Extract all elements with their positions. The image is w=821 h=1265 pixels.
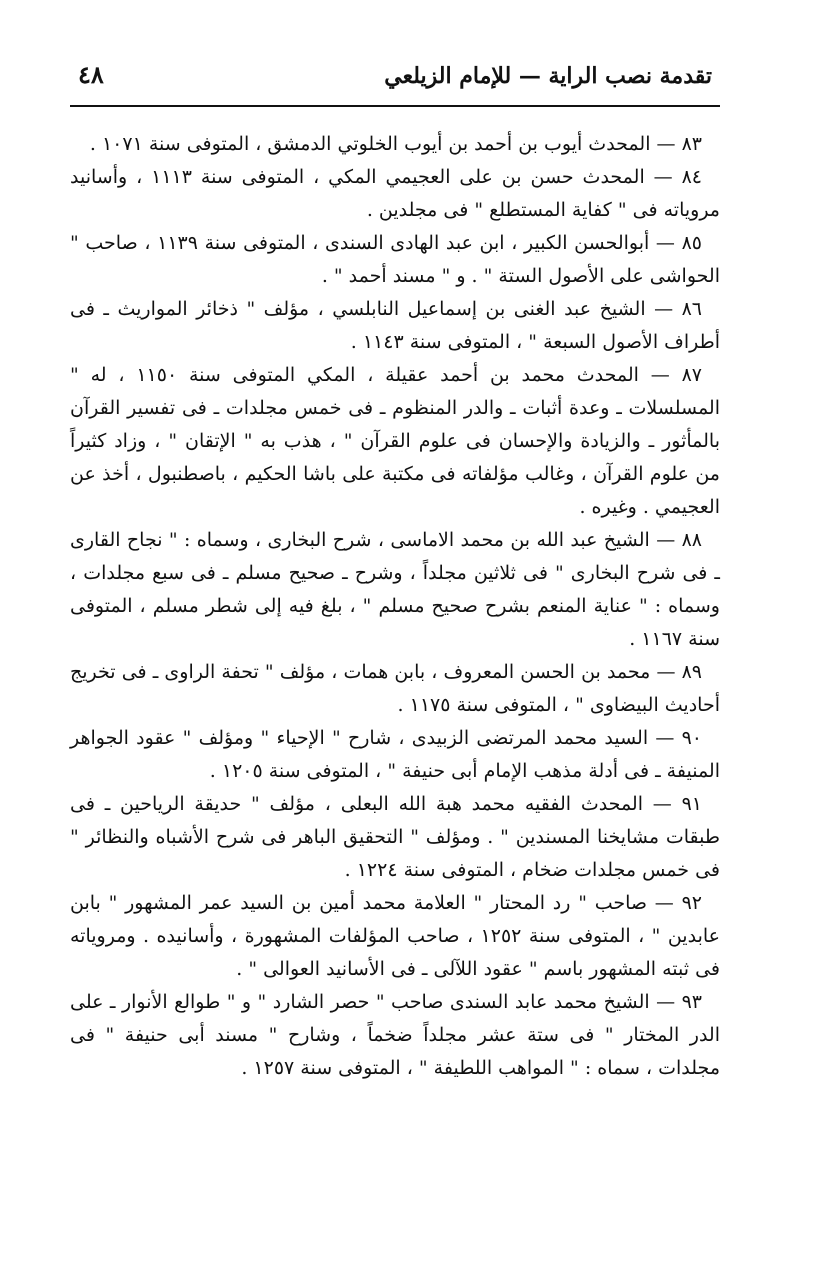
entry-88: ٨٨ — الشيخ عبد الله بن محمد الاماسى ، شرح البخارى ، وسماه : " نجاح القارى ـ فى شرح البخارى " فى ثلاثين مجلداً ، وشرح ـ صحيح مسلم ـ فى سبع مجلدات ، وسماه : " عناية المنعم بشرح صحيح مسلم " ، بلغ فيه إلى شطر مسلم ، المتوفى سنة ١١٦٧ . [70, 529, 720, 650]
running-title: تقدمة نصب الراية — للإمام الزيلعي [384, 63, 712, 89]
page-header [70, 60, 720, 100]
entry-87: ٨٧ — المحدث محمد بن أحمد عقيلة ، المكي المتوفى سنة ١١٥٠ ، له " المسلسلات ـ وعدة أثبات ـ والدر المنظوم ـ فى خمس مجلدات ـ فى تفسير القرآن بالمأثور ـ والزيادة والإحسان فى علوم القرآن " ، هذب به " الإتقان " ، وزاد كثيراً من علوم القرآن ، وغالب مؤلفاته فى مكتبة على باشا الحكيم ، باصطنبول ، أخذ عن العجيمي . وغيره . [70, 364, 720, 518]
page-number: ٤٨ [78, 60, 104, 89]
entry-84: ٨٤ — المحدث حسن بن على العجيمي المكي ، المتوفى سنة ١١١٣ ، وأسانيد مروياته فى " كفاية المستطلع " فى مجلدين . [70, 166, 720, 221]
entry-93: ٩٣ — الشيخ محمد عابد السندى صاحب " حصر الشارد " و " طوالع الأنوار ـ على الدر المختار " فى ستة عشر مجلداً ضخماً ، وشارح " مسند أبى حنيفة " فى مجلدات ، سماه : " المواهب اللطيفة " ، المتوفى سنة ١٢٥٧ . [70, 991, 720, 1079]
entry-83: ٨٣ — المحدث أيوب بن أحمد بن أيوب الخلوتي الدمشق ، المتوفى سنة ١٠٧١ . [89, 133, 702, 155]
entry-91: ٩١ — المحدث الفقيه محمد هبة الله البعلى ، مؤلف " حديقة الرياحين ـ فى طبقات مشايخنا المسندين " . ومؤلف " التحقيق الباهر فى شرح الأشباه والنظائر " فى خمس مجلدات ضخام ، المتوفى سنة ١٢٢٤ . [70, 793, 720, 881]
entry-86: ٨٦ — الشيخ عبد الغنى بن إسماعيل النابلسي ، مؤلف " ذخائر المواريث ـ فى أطراف الأصول السبعة " ، المتوفى سنة ١١٤٣ . [70, 298, 720, 353]
header-rule [70, 105, 720, 107]
entry-90: ٩٠ — السيد محمد المرتضى الزبيدى ، شارح " الإحياء " ومؤلف " عقود الجواهر المنيفة ـ فى أدلة مذهب الإمام أبى حنيفة " ، المتوفى سنة ١٢٠٥ . [70, 727, 720, 782]
entry-92: ٩٢ — صاحب " رد المحتار " العلامة محمد أمين بن السيد عمر المشهور " بابن عابدين " ، المتوفى سنة ١٢٥٢ ، صاحب المؤلفات المشهورة ، وأسانيده . ومروياته فى ثبته المشهور باسم " عقود اللآلى ـ فى الأسانيد العوالى " . [70, 892, 720, 980]
entries-list [70, 128, 720, 1085]
entry-85: ٨٥ — أبوالحسن الكبير ، ابن عبد الهادى السندى ، المتوفى سنة ١١٣٩ ، صاحب " الحواشى على الأصول الستة " . و " مسند أحمد " . [70, 232, 720, 287]
book-page [70, 60, 720, 1210]
entry-89: ٨٩ — محمد بن الحسن المعروف ، بابن همات ، مؤلف " تحفة الراوى ـ فى تخريج أحاديث البيضاوى " ، المتوفى سنة ١١٧٥ . [70, 661, 720, 716]
